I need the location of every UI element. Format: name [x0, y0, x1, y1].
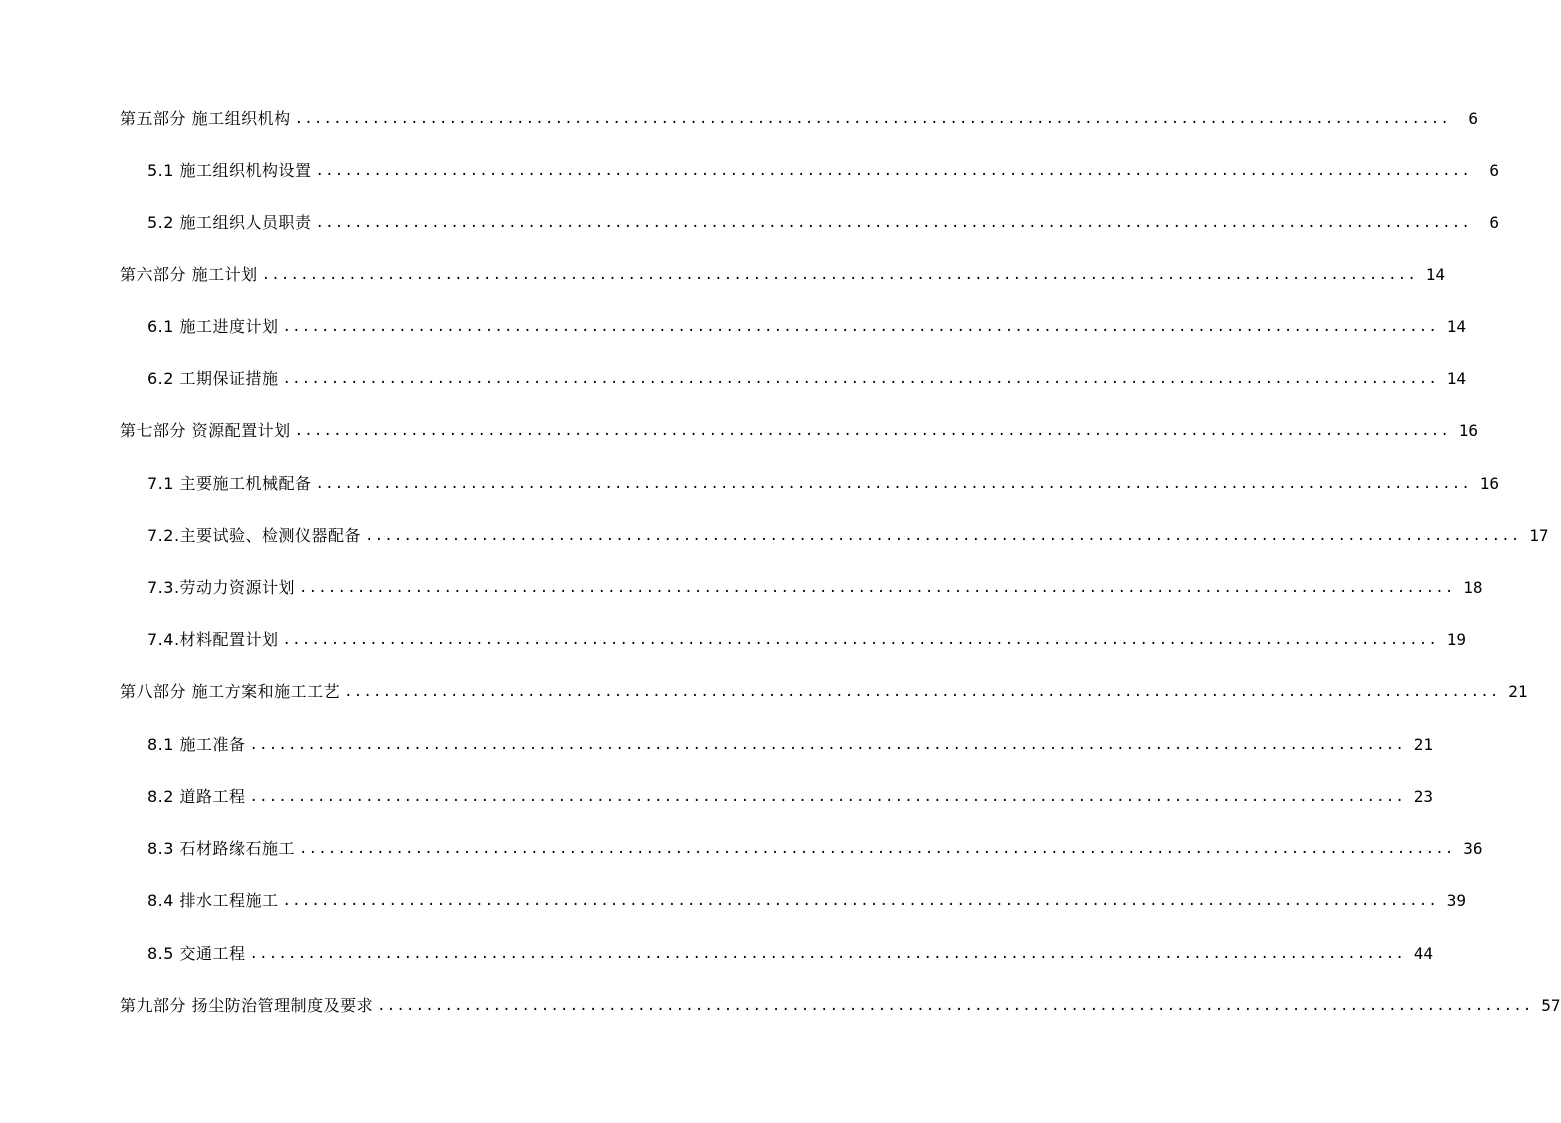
toc-page-number: 17	[1529, 526, 1549, 545]
toc-dot-leader: ........................................................................................................................	[282, 319, 1438, 335]
toc-entry[interactable]	[147, 940, 1433, 964]
toc-dot-leader: ........................................................................................................................	[294, 423, 1451, 439]
toc-page-number: 6	[1489, 213, 1499, 232]
toc-page-number: 6	[1468, 109, 1479, 128]
toc-entry[interactable]	[120, 105, 1479, 129]
toc-entry[interactable]	[147, 313, 1466, 337]
toc-page-number: 57	[1541, 996, 1561, 1015]
toc-dot-leader: ........................................................................................................................	[377, 998, 1533, 1014]
toc-dot-leader: ........................................................................................................................	[249, 737, 1405, 753]
toc-page-number: 23	[1413, 787, 1433, 806]
toc-dot-leader: ........................................................................................................................	[282, 371, 1438, 387]
toc-dot-leader: ........................................................................................................................	[315, 215, 1471, 231]
toc-entry[interactable]	[120, 992, 1561, 1016]
toc-dot-leader: ........................................................................................................................	[282, 632, 1438, 648]
toc-entry-label: 第六部分 施工计划	[120, 265, 258, 284]
toc-entry[interactable]	[147, 522, 1549, 546]
toc-entry-label: 5.2 施工组织人员职责	[147, 213, 312, 232]
toc-entry-label: 8.4 排水工程施工	[147, 891, 279, 910]
toc-entry[interactable]	[120, 678, 1528, 702]
toc-dot-leader: ........................................................................................................................	[315, 476, 1471, 492]
toc-page-number: 18	[1463, 578, 1483, 597]
toc-entry-label: 第八部分 施工方案和施工工艺	[120, 682, 341, 701]
toc-dot-leader: ........................................................................................................................	[365, 528, 1521, 544]
toc-entry[interactable]	[147, 470, 1499, 494]
toc-dot-leader: ........................................................................................................................	[282, 893, 1438, 909]
toc-entry-label: 7.1 主要施工机械配备	[147, 474, 312, 493]
toc-entry-label: 7.3.劳动力资源计划	[147, 578, 296, 597]
toc-entry-label: 8.1 施工准备	[147, 735, 246, 754]
toc-page-number: 6	[1489, 161, 1499, 180]
toc-page-number: 16	[1458, 421, 1479, 440]
toc-entry-label: 5.1 施工组织机构设置	[147, 161, 312, 180]
toc-dot-leader: ........................................................................................................................	[249, 946, 1405, 962]
toc-page-number: 21	[1413, 735, 1433, 754]
toc-entry[interactable]	[147, 365, 1466, 389]
toc-entry[interactable]	[147, 887, 1466, 911]
toc-entry[interactable]	[147, 783, 1433, 807]
toc-entry-label: 6.2 工期保证措施	[147, 369, 279, 388]
toc-page-number: 16	[1479, 474, 1499, 493]
toc-page-number: 39	[1446, 891, 1466, 910]
toc-entry[interactable]	[147, 574, 1483, 598]
toc-dot-leader: ........................................................................................................................	[294, 111, 1451, 127]
toc-entry-label: 6.1 施工进度计划	[147, 317, 279, 336]
toc-entry[interactable]	[120, 261, 1446, 285]
toc-entry[interactable]	[120, 417, 1479, 441]
toc-dot-leader: ........................................................................................................................	[261, 267, 1418, 283]
toc-page-number: 14	[1446, 317, 1466, 336]
toc-dot-leader: ........................................................................................................................	[344, 684, 1500, 700]
toc-page-number: 36	[1463, 839, 1483, 858]
toc-entry-label: 8.3 石材路缘石施工	[147, 839, 296, 858]
toc-page-number: 14	[1425, 265, 1446, 284]
toc-entry-label: 8.2 道路工程	[147, 787, 246, 806]
toc-entry-label: 8.5 交通工程	[147, 944, 246, 963]
toc-entry-label: 7.2.主要试验、检测仪器配备	[147, 526, 362, 545]
toc-entry-label: 第五部分 施工组织机构	[120, 109, 291, 128]
toc-entry-label: 7.4.材料配置计划	[147, 630, 279, 649]
toc-dot-leader: ........................................................................................................................	[249, 789, 1405, 805]
toc-page-number: 21	[1508, 682, 1528, 701]
toc-dot-leader: ........................................................................................................................	[299, 841, 1455, 857]
toc-dot-leader: ........................................................................................................................	[299, 580, 1455, 596]
toc-entry-label: 第九部分 扬尘防治管理制度及要求	[120, 996, 374, 1015]
toc-entry[interactable]	[147, 731, 1433, 755]
toc-entry[interactable]	[147, 835, 1483, 859]
toc-entry[interactable]	[147, 157, 1499, 181]
toc-page-number: 19	[1446, 630, 1466, 649]
toc-entry[interactable]	[147, 209, 1499, 233]
toc-dot-leader: ........................................................................................................................	[315, 163, 1471, 179]
toc-entry-label: 第七部分 资源配置计划	[120, 421, 291, 440]
toc-page-number: 14	[1446, 369, 1466, 388]
toc-entry[interactable]	[147, 626, 1466, 650]
toc-page-number: 44	[1413, 944, 1433, 963]
